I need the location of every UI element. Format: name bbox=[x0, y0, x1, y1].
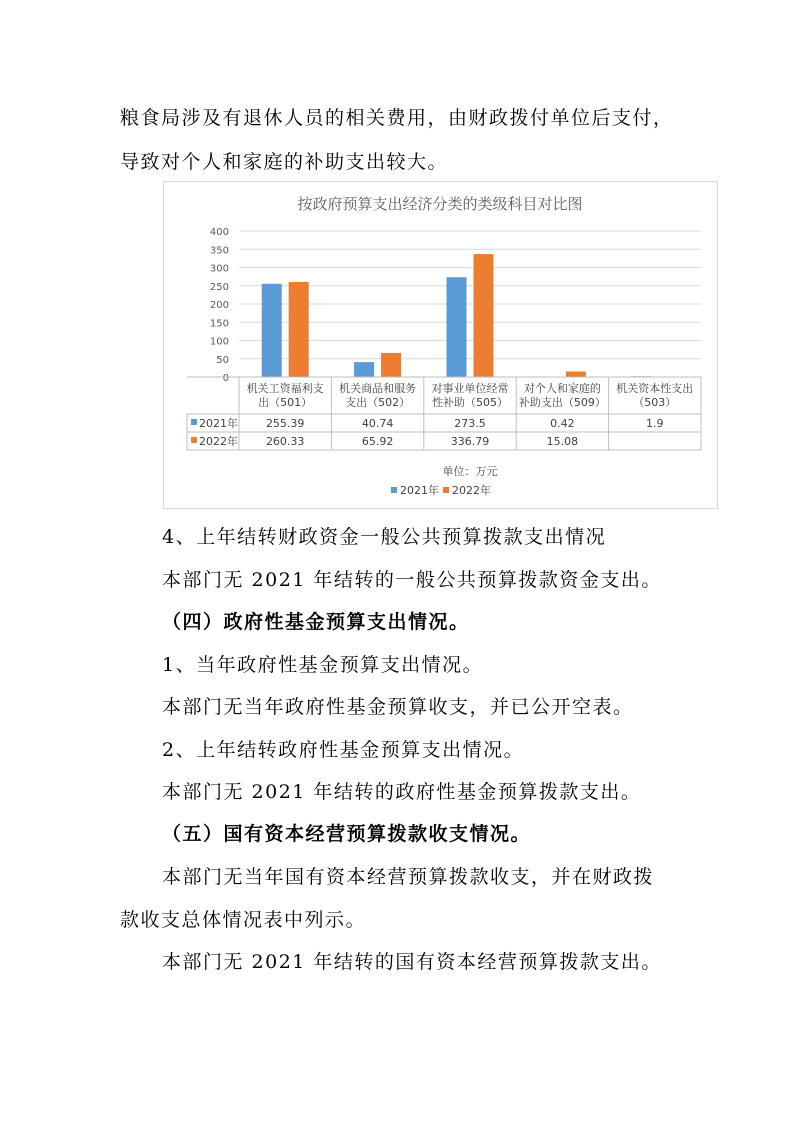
data-label: 336.79 bbox=[450, 435, 490, 448]
data-label: 40.74 bbox=[361, 417, 394, 430]
bar-2022年-3 bbox=[566, 371, 586, 377]
section-text-4a: 本部门无当年国有资本经营预算拨款收支，并在财政拨 bbox=[162, 866, 655, 888]
legend-key bbox=[391, 487, 397, 493]
bar-2021年-1 bbox=[354, 362, 374, 377]
bar-2022年-1 bbox=[381, 353, 401, 377]
category-label: 机关工资福利支 bbox=[246, 382, 324, 395]
bar-2021年-2 bbox=[447, 277, 467, 377]
y-tick-label: 300 bbox=[209, 263, 229, 275]
section-heading-4: （四）政府性基金预算支出情况。 bbox=[162, 611, 470, 633]
y-tick-label: 0 bbox=[222, 373, 229, 384]
category-label: 对个人和家庭的 bbox=[523, 382, 601, 395]
category-label: 机关资本性支出 bbox=[616, 382, 694, 395]
section-heading-5: （五）国有资本经营预算拨款收支情况。 bbox=[162, 823, 532, 845]
y-tick-label: 200 bbox=[209, 300, 229, 311]
legend-label: 2021年 bbox=[400, 484, 439, 497]
table-series-name: 2022年 bbox=[199, 435, 238, 448]
data-label: 15.08 bbox=[546, 435, 579, 448]
table-legend-key bbox=[191, 419, 197, 425]
category-label: 补助支出（509） bbox=[518, 396, 606, 409]
data-label: 0.42 bbox=[550, 417, 575, 430]
table-series-name: 2021年 bbox=[199, 417, 238, 430]
y-tick-label: 50 bbox=[216, 354, 229, 366]
data-label: 65.92 bbox=[361, 435, 394, 448]
paragraph-line-2: 导致对个人和家庭的补助支出较大。 bbox=[120, 151, 449, 173]
legend-key bbox=[443, 487, 449, 493]
section-text-3: 本部门无 2021 年结转的政府性基金预算拨款支出。 bbox=[162, 781, 642, 803]
chart-title: 按政府预算支出经济分类的类级科目对比图 bbox=[297, 195, 583, 213]
y-tick-label: 250 bbox=[209, 281, 229, 293]
category-label: （503） bbox=[633, 396, 677, 409]
data-label: 1.9 bbox=[646, 417, 664, 430]
category-label: 性补助（505） bbox=[432, 396, 508, 409]
table-legend-key bbox=[191, 437, 197, 443]
legend-label: 2022年 bbox=[452, 484, 491, 497]
y-tick-label: 400 bbox=[209, 227, 229, 238]
y-tick-label: 100 bbox=[209, 336, 229, 348]
section-text-1: 本部门无 2021 年结转的一般公共预算拨款资金支出。 bbox=[162, 569, 662, 591]
subsection-heading-2: 2、上年结转政府性基金预算支出情况。 bbox=[162, 739, 525, 761]
category-label: 支出（502） bbox=[345, 396, 411, 409]
bar-2022年-2 bbox=[474, 254, 494, 377]
category-label: 出（501） bbox=[258, 396, 313, 409]
section-text-4b: 款收支总体情况表中列示。 bbox=[120, 909, 367, 931]
chart-container bbox=[163, 181, 718, 509]
category-label: 对事业单位经常 bbox=[431, 382, 509, 395]
bar-chart bbox=[164, 182, 717, 508]
data-label: 260.33 bbox=[265, 435, 305, 448]
bar-2022年-0 bbox=[289, 282, 309, 377]
category-label: 机关商品和服务 bbox=[339, 382, 417, 395]
bar-2021年-0 bbox=[262, 284, 282, 377]
data-label: 273.5 bbox=[454, 417, 486, 430]
y-tick-label: 150 bbox=[209, 318, 229, 330]
subsection-heading-4: 4、上年结转财政资金一般公共预算拨款支出情况 bbox=[162, 526, 607, 548]
unit-label: 单位：万元 bbox=[442, 465, 498, 478]
data-label: 255.39 bbox=[265, 417, 305, 430]
section-text-5: 本部门无 2021 年结转的国有资本经营预算拨款支出。 bbox=[162, 951, 662, 973]
section-text-2: 本部门无当年政府性基金预算收支，并已公开空表。 bbox=[162, 696, 634, 718]
subsection-heading-1: 1、当年政府性基金预算支出情况。 bbox=[162, 654, 484, 676]
y-tick-label: 350 bbox=[209, 245, 229, 257]
paragraph-line-1: 粮食局涉及有退休人员的相关费用，由财政拨付单位后支付， bbox=[120, 107, 674, 129]
